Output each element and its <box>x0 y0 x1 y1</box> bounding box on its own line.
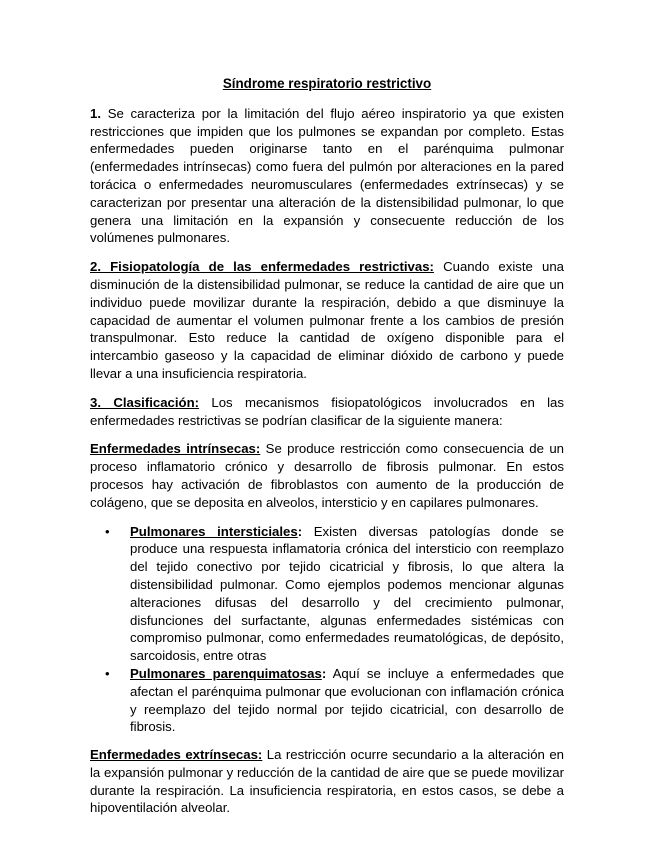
bullet-icon: • <box>105 665 110 681</box>
section-1-text: Se caracteriza por la limitación del flujo aéreo inspiratorio ya que existen restricciones que impiden que los pulmones se expandan por completo. Estas enfermedades pueden originarse tanto en el parénquima pulmonar (enfermedades intrínsecas) como fuera del pulmón por alteraciones en la pared torácica o enfermedades neuromusculares (enfermedades extrínsecas) y se caracterizan por presentar una alteración de la distensibilidad pulmonar, lo que genera una limitación en la expansión y consecuente reducción de los volúmenes pulmonares. <box>90 105 564 246</box>
list-item-colon: : <box>321 665 327 681</box>
section-3-paragraph <box>90 394 564 430</box>
list-item-heading: Pulmonares intersticiales <box>130 523 298 539</box>
section-1-number: 1. <box>90 105 101 121</box>
extrinsic-text: La restricción ocurre secundario a la alteración en la expansión pulmonar y reducción de la cantidad de aire que se puede movilizar durante la respiración. La insuficiencia respiratoria, en estos casos, se debe a hipoventilación alveolar. <box>90 747 564 816</box>
list-item-text: Aquí se incluye a enfermedades que afectan el parénquima pulmonar que evolucionan con inflamación crónica y reemplazo del tejido normal por tejido cicatricial, con desarrollo de fibrosis. <box>130 665 564 735</box>
section-2-text: Cuando existe una disminución de la distensibilidad pulmonar, se reduce la cantidad de aire que un individuo puede movilizar durante la respiración, debido a que disminuye la capacidad de aumentar el volumen pulmonar frente a los cambios de presión transpulmonar. Esto reduce la cantidad de oxígeno disponible para el intercambio gaseoso y la capacidad de eliminar dióxido de carbono y puede llevar a una insuficiencia respiratoria. <box>90 259 564 381</box>
bullet-icon: • <box>105 523 110 539</box>
section-2-heading: 2. Fisiopatología de las enfermedades restrictivas: <box>90 259 434 275</box>
intrinsic-paragraph <box>90 440 564 511</box>
section-2-paragraph <box>90 258 564 383</box>
section-1-paragraph <box>90 105 564 247</box>
extrinsic-heading: Enfermedades extrínsecas: <box>90 747 263 763</box>
intrinsic-heading: Enfermedades intrínsecas: <box>90 441 261 457</box>
section-3-heading: 3. Clasificación: <box>90 394 200 410</box>
list-item-interstitial <box>105 523 564 665</box>
intrinsic-list <box>90 523 564 737</box>
list-item-parenchymal <box>105 665 564 736</box>
document-title: Síndrome respiratorio restrictivo <box>222 76 432 91</box>
intrinsic-text: Se produce restricción como consecuencia de un proceso inflamatorio crónico y desarrollo de fibrosis pulmonar. En estos procesos hay activación de fibroblastos con aumento de la producción de colágeno, que se deposita en alveolos, intersticio y en capilares pulmonares. <box>90 441 564 510</box>
list-item-text: Existen diversas patologías donde se produce una respuesta inflamatoria crónica del intersticio con reemplazo del tejido conectivo por tejido cicatricial y fibrosis, lo que altera la distensibilidad pulmonar. Como ejemplos podemos mencionar algunas alteraciones difusas del desarrollo y del crecimiento pulmonar, disfunciones del surfactante, algunas enfermedades sistémicas con compromiso pulmonar, como enfermedades reumatológicas, de depósito, sarcoidosis, entre otras <box>130 523 564 664</box>
section-3-text: Los mecanismos fisiopatológicos involucrados en las enfermedades restrictivas se podrían clasificar de la siguiente manera: <box>90 394 564 428</box>
extrinsic-paragraph <box>90 746 564 817</box>
list-item-heading: Pulmonares parenquimatosas <box>130 665 322 681</box>
list-item-colon: : <box>297 523 303 539</box>
